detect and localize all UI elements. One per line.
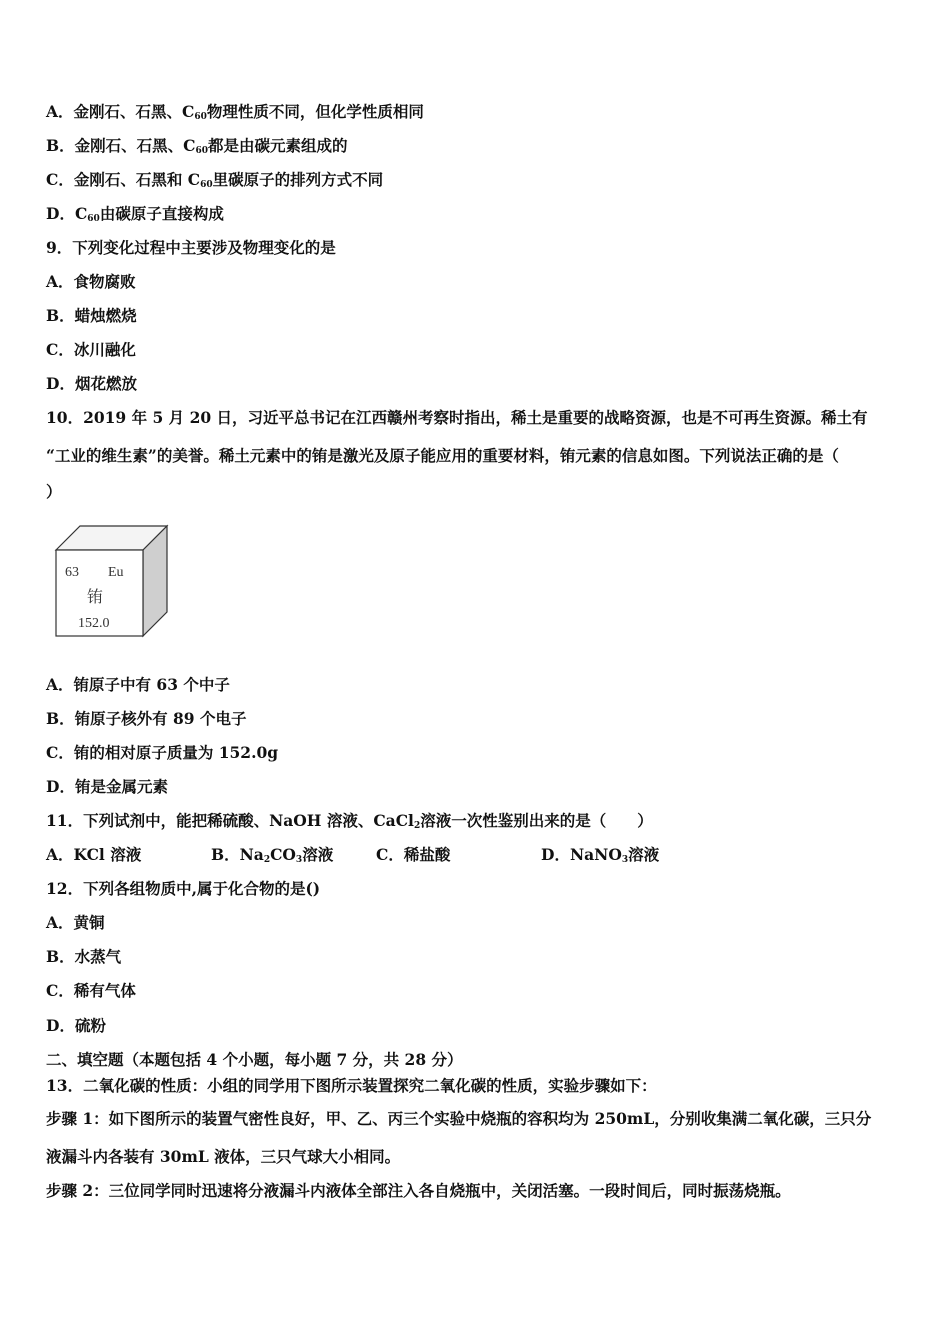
q8-option-b-prefix: B．金刚石、石黑、C [46, 136, 196, 155]
subscript: 2 [413, 821, 421, 831]
q12-stem: 12．下列各组物质中,属于化合物的是() [46, 879, 321, 898]
section-heading: 二、填空题（本题包括 4 个小题，每小题 7 分，共 28 分） [46, 1050, 463, 1069]
q9-option-b: B．蜡烛燃烧 [46, 306, 137, 325]
subscript: 60 [195, 146, 208, 156]
q8-option-d-prefix: D．C [46, 204, 88, 223]
q11-option-b-suffix: 溶液 [302, 845, 334, 864]
q13-step1-line2: 液漏斗内各装有 30mL 液体，三只气球大小相同。 [46, 1147, 401, 1166]
q11-stem-prefix: 11．下列试剂中，能把稀硫酸、NaOH 溶液、CaCl [46, 811, 414, 830]
q8-option-c-prefix: C．金刚石、石黑和 C [46, 170, 201, 189]
subscript: 60 [87, 214, 100, 224]
subscript: 60 [200, 180, 213, 190]
q13-step2: 步骤 2：三位同学同时迅速将分液漏斗内液体全部注入各自烧瓶中，关闭活塞。一段时间后，同时振荡烧瓶。 [46, 1181, 791, 1200]
subscript: 3 [621, 855, 629, 865]
q11-option-d [541, 845, 659, 870]
q11-option-c: C．稀盐酸 [376, 845, 451, 864]
q8-option-b-suffix: 都是由碳元素组成的 [207, 136, 348, 155]
element-symbol: Eu [108, 565, 124, 580]
q11-option-d-suffix: 溶液 [628, 845, 660, 864]
element-card-graphic [54, 524, 170, 638]
element-info-card [54, 524, 170, 638]
q11-option-d-prefix: D．NaNO [541, 845, 622, 864]
q9-option-c: C．冰川融化 [46, 340, 136, 359]
q10-stem-line1: 10．2019 年 5 月 20 日，习近平总书记在江西赣州考察时指出，稀土是重要的战略资源，也是不可再生资源。稀土有 [46, 408, 868, 427]
q12-option-c: C．稀有气体 [46, 981, 136, 1000]
q12-option-b: B．水蒸气 [46, 947, 122, 966]
q11-option-b [211, 845, 333, 870]
q10-option-b: B．铕原子核外有 89 个电子 [46, 709, 247, 728]
q13-step1-line1: 步骤 1：如下图所示的装置气密性良好，甲、乙、丙三个实验中烧瓶的容积均为 250mL，分别收集满二氧化碳，三只分 [46, 1109, 872, 1128]
q11-option-a: A．KCl 溶液 [46, 845, 142, 864]
q8-option-c-suffix: 里碳原子的排列方式不同 [212, 170, 384, 189]
element-atomic-number: 63 [65, 565, 79, 580]
q13-stem: 13．二氧化碳的性质：小组的同学用下图所示装置探究二氧化碳的性质，实验步骤如下： [46, 1076, 657, 1095]
q10-option-d: D．铕是金属元素 [46, 777, 168, 796]
subscript: 2 [263, 855, 271, 865]
q8-option-a [46, 102, 424, 127]
q11-stem [46, 811, 653, 836]
q11-option-b-mid: CO [270, 845, 296, 864]
q8-option-b [46, 136, 348, 161]
q10-option-c: C．铕的相对原子质量为 152.0g [46, 743, 279, 762]
q9-option-a: A．食物腐败 [46, 272, 136, 291]
q10-stem-line2: “工业的维生素”的美誉。稀土元素中的铕是激光及原子能应用的重要材料，铕元素的信息如图。下列说法正确的是（ [46, 446, 839, 465]
q11-stem-suffix: 溶液一次性鉴别出来的是（ ） [420, 811, 653, 830]
q10-option-a: A．铕原子中有 63 个中子 [46, 675, 230, 694]
q8-option-a-prefix: A．金刚石、石黑、C [46, 102, 195, 121]
q9-option-d: D．烟花燃放 [46, 374, 137, 393]
q12-option-a: A．黄铜 [46, 913, 105, 932]
q8-option-d-suffix: 由碳原子直接构成 [99, 204, 224, 223]
subscript: 60 [194, 112, 207, 122]
q9-stem: 9．下列变化过程中主要涉及物理变化的是 [46, 238, 336, 257]
q8-option-d [46, 204, 224, 229]
q8-option-a-suffix: 物理性质不同，但化学性质相同 [206, 102, 424, 121]
q8-option-c [46, 170, 383, 195]
q12-option-d: D．硫粉 [46, 1016, 106, 1035]
q11-option-b-prefix: B．Na [211, 845, 264, 864]
element-atomic-mass: 152.0 [78, 616, 110, 631]
element-name: 铕 [87, 589, 104, 606]
subscript: 3 [295, 855, 303, 865]
q10-stem-line3: ） [46, 482, 62, 501]
q11-options-row [46, 845, 926, 865]
